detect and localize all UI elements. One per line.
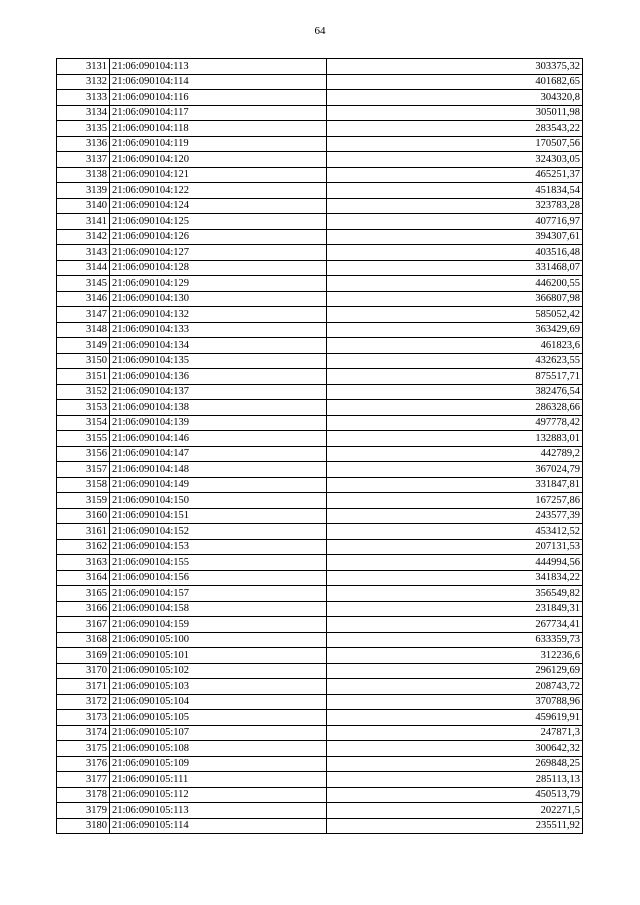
row-number-cell: 3173 bbox=[57, 710, 110, 726]
row-number-cell: 3149 bbox=[57, 338, 110, 354]
row-number-cell: 3166 bbox=[57, 601, 110, 617]
cadastral-number-cell: 21:06:090105:114 bbox=[110, 818, 327, 834]
cadastral-number-cell: 21:06:090104:116 bbox=[110, 90, 327, 106]
value-cell: 461823,6 bbox=[327, 338, 583, 354]
cadastral-number-cell: 21:06:090104:128 bbox=[110, 260, 327, 276]
row-number-cell: 3160 bbox=[57, 508, 110, 524]
cadastral-number-cell: 21:06:090104:136 bbox=[110, 369, 327, 385]
row-number-cell: 3144 bbox=[57, 260, 110, 276]
row-number-cell: 3146 bbox=[57, 291, 110, 307]
table-row bbox=[57, 307, 583, 323]
value-cell: 285113,13 bbox=[327, 772, 583, 788]
value-cell: 363429,69 bbox=[327, 322, 583, 338]
table-row bbox=[57, 214, 583, 230]
cadastral-number-cell: 21:06:090104:139 bbox=[110, 415, 327, 431]
row-number-cell: 3170 bbox=[57, 663, 110, 679]
cadastral-number-cell: 21:06:090105:107 bbox=[110, 725, 327, 741]
value-cell: 370788,96 bbox=[327, 694, 583, 710]
table-row bbox=[57, 152, 583, 168]
page-number: 64 bbox=[314, 25, 326, 37]
table-row bbox=[57, 694, 583, 710]
cadastral-number-cell: 21:06:090105:113 bbox=[110, 803, 327, 819]
value-cell: 312236,6 bbox=[327, 648, 583, 664]
row-number-cell: 3178 bbox=[57, 787, 110, 803]
table-row bbox=[57, 741, 583, 757]
table-row bbox=[57, 369, 583, 385]
cadastral-number-cell: 21:06:090104:146 bbox=[110, 431, 327, 447]
value-cell: 446200,55 bbox=[327, 276, 583, 292]
cadastral-number-cell: 21:06:090104:159 bbox=[110, 617, 327, 633]
value-cell: 283543,22 bbox=[327, 121, 583, 137]
value-cell: 444994,56 bbox=[327, 555, 583, 571]
row-number-cell: 3141 bbox=[57, 214, 110, 230]
table-row bbox=[57, 617, 583, 633]
cadastral-number-cell: 21:06:090104:150 bbox=[110, 493, 327, 509]
value-cell: 247871,3 bbox=[327, 725, 583, 741]
value-cell: 235511,92 bbox=[327, 818, 583, 834]
cadastral-number-cell: 21:06:090104:156 bbox=[110, 570, 327, 586]
cadastral-number-cell: 21:06:090105:105 bbox=[110, 710, 327, 726]
table-row bbox=[57, 555, 583, 571]
table-row bbox=[57, 291, 583, 307]
row-number-cell: 3158 bbox=[57, 477, 110, 493]
row-number-cell: 3142 bbox=[57, 229, 110, 245]
value-cell: 633359,73 bbox=[327, 632, 583, 648]
value-cell: 331847,81 bbox=[327, 477, 583, 493]
cadastral-number-cell: 21:06:090105:112 bbox=[110, 787, 327, 803]
value-cell: 170507,56 bbox=[327, 136, 583, 152]
cadastral-number-cell: 21:06:090104:114 bbox=[110, 74, 327, 90]
value-cell: 208743,72 bbox=[327, 679, 583, 695]
row-number-cell: 3137 bbox=[57, 152, 110, 168]
table-row bbox=[57, 260, 583, 276]
cadastral-number-cell: 21:06:090104:121 bbox=[110, 167, 327, 183]
row-number-cell: 3174 bbox=[57, 725, 110, 741]
cadastral-number-cell: 21:06:090105:102 bbox=[110, 663, 327, 679]
cadastral-number-cell: 21:06:090104:157 bbox=[110, 586, 327, 602]
value-cell: 407716,97 bbox=[327, 214, 583, 230]
row-number-cell: 3176 bbox=[57, 756, 110, 772]
table-row bbox=[57, 586, 583, 602]
table-row bbox=[57, 74, 583, 90]
table-row bbox=[57, 539, 583, 555]
table-row bbox=[57, 121, 583, 137]
cadastral-number-cell: 21:06:090104:122 bbox=[110, 183, 327, 199]
table-row bbox=[57, 493, 583, 509]
table-row bbox=[57, 601, 583, 617]
value-cell: 401682,65 bbox=[327, 74, 583, 90]
table-row bbox=[57, 632, 583, 648]
table-row bbox=[57, 462, 583, 478]
row-number-cell: 3175 bbox=[57, 741, 110, 757]
cadastral-number-cell: 21:06:090104:133 bbox=[110, 322, 327, 338]
table-row bbox=[57, 803, 583, 819]
cadastral-number-cell: 21:06:090105:104 bbox=[110, 694, 327, 710]
cadastral-number-cell: 21:06:090104:148 bbox=[110, 462, 327, 478]
row-number-cell: 3154 bbox=[57, 415, 110, 431]
value-cell: 323783,28 bbox=[327, 198, 583, 214]
row-number-cell: 3140 bbox=[57, 198, 110, 214]
value-cell: 132883,01 bbox=[327, 431, 583, 447]
cadastral-number-cell: 21:06:090104:138 bbox=[110, 400, 327, 416]
cadastral-number-cell: 21:06:090105:100 bbox=[110, 632, 327, 648]
table-row bbox=[57, 663, 583, 679]
row-number-cell: 3152 bbox=[57, 384, 110, 400]
row-number-cell: 3168 bbox=[57, 632, 110, 648]
value-cell: 267734,41 bbox=[327, 617, 583, 633]
row-number-cell: 3136 bbox=[57, 136, 110, 152]
cadastral-number-cell: 21:06:090104:127 bbox=[110, 245, 327, 261]
row-number-cell: 3172 bbox=[57, 694, 110, 710]
row-number-cell: 3132 bbox=[57, 74, 110, 90]
cadastral-number-cell: 21:06:090104:135 bbox=[110, 353, 327, 369]
value-cell: 231849,31 bbox=[327, 601, 583, 617]
table-row bbox=[57, 508, 583, 524]
value-cell: 366807,98 bbox=[327, 291, 583, 307]
row-number-cell: 3164 bbox=[57, 570, 110, 586]
value-cell: 432623,55 bbox=[327, 353, 583, 369]
row-number-cell: 3177 bbox=[57, 772, 110, 788]
row-number-cell: 3151 bbox=[57, 369, 110, 385]
row-number-cell: 3150 bbox=[57, 353, 110, 369]
cadastral-number-cell: 21:06:090104:137 bbox=[110, 384, 327, 400]
table-row bbox=[57, 245, 583, 261]
value-cell: 269848,25 bbox=[327, 756, 583, 772]
value-cell: 497778,42 bbox=[327, 415, 583, 431]
table-row bbox=[57, 477, 583, 493]
cadastral-number-cell: 21:06:090105:109 bbox=[110, 756, 327, 772]
value-cell: 394307,61 bbox=[327, 229, 583, 245]
value-cell: 450513,79 bbox=[327, 787, 583, 803]
cadastral-number-cell: 21:06:090104:155 bbox=[110, 555, 327, 571]
row-number-cell: 3153 bbox=[57, 400, 110, 416]
value-cell: 453412,52 bbox=[327, 524, 583, 540]
table-row bbox=[57, 353, 583, 369]
table-row bbox=[57, 787, 583, 803]
cadastral-number-cell: 21:06:090104:118 bbox=[110, 121, 327, 137]
cadastral-number-cell: 21:06:090105:101 bbox=[110, 648, 327, 664]
row-number-cell: 3131 bbox=[57, 59, 110, 75]
value-cell: 286328,66 bbox=[327, 400, 583, 416]
table-row bbox=[57, 710, 583, 726]
value-cell: 296129,69 bbox=[327, 663, 583, 679]
value-cell: 207131,53 bbox=[327, 539, 583, 555]
table-row bbox=[57, 105, 583, 121]
row-number-cell: 3180 bbox=[57, 818, 110, 834]
value-cell: 367024,79 bbox=[327, 462, 583, 478]
value-cell: 382476,54 bbox=[327, 384, 583, 400]
table-row bbox=[57, 338, 583, 354]
table-row bbox=[57, 725, 583, 741]
cadastral-number-cell: 21:06:090104:158 bbox=[110, 601, 327, 617]
value-cell: 341834,22 bbox=[327, 570, 583, 586]
cadastral-number-cell: 21:06:090104:129 bbox=[110, 276, 327, 292]
row-number-cell: 3163 bbox=[57, 555, 110, 571]
row-number-cell: 3165 bbox=[57, 586, 110, 602]
table-row bbox=[57, 59, 583, 75]
row-number-cell: 3179 bbox=[57, 803, 110, 819]
table-row bbox=[57, 229, 583, 245]
table-row bbox=[57, 524, 583, 540]
row-number-cell: 3171 bbox=[57, 679, 110, 695]
row-number-cell: 3148 bbox=[57, 322, 110, 338]
value-cell: 331468,07 bbox=[327, 260, 583, 276]
cadastral-number-cell: 21:06:090104:152 bbox=[110, 524, 327, 540]
table-row bbox=[57, 415, 583, 431]
value-cell: 324303,05 bbox=[327, 152, 583, 168]
table-row bbox=[57, 400, 583, 416]
value-cell: 300642,32 bbox=[327, 741, 583, 757]
cadastral-number-cell: 21:06:090104:113 bbox=[110, 59, 327, 75]
row-number-cell: 3134 bbox=[57, 105, 110, 121]
row-number-cell: 3162 bbox=[57, 539, 110, 555]
value-cell: 451834,54 bbox=[327, 183, 583, 199]
cadastral-number-cell: 21:06:090104:125 bbox=[110, 214, 327, 230]
cadastral-number-cell: 21:06:090105:108 bbox=[110, 741, 327, 757]
table-row bbox=[57, 756, 583, 772]
cadastral-number-cell: 21:06:090104:117 bbox=[110, 105, 327, 121]
value-cell: 442789,2 bbox=[327, 446, 583, 462]
row-number-cell: 3143 bbox=[57, 245, 110, 261]
table-row bbox=[57, 322, 583, 338]
value-cell: 305011,98 bbox=[327, 105, 583, 121]
row-number-cell: 3147 bbox=[57, 307, 110, 323]
cadastral-number-cell: 21:06:090104:126 bbox=[110, 229, 327, 245]
row-number-cell: 3169 bbox=[57, 648, 110, 664]
cadastral-number-cell: 21:06:090104:134 bbox=[110, 338, 327, 354]
table-row bbox=[57, 167, 583, 183]
value-cell: 356549,82 bbox=[327, 586, 583, 602]
value-cell: 303375,32 bbox=[327, 59, 583, 75]
value-cell: 403516,48 bbox=[327, 245, 583, 261]
table-row bbox=[57, 679, 583, 695]
cadastral-number-cell: 21:06:090104:119 bbox=[110, 136, 327, 152]
value-cell: 585052,42 bbox=[327, 307, 583, 323]
value-cell: 465251,37 bbox=[327, 167, 583, 183]
cadastral-number-cell: 21:06:090104:147 bbox=[110, 446, 327, 462]
row-number-cell: 3135 bbox=[57, 121, 110, 137]
cadastral-table bbox=[56, 58, 583, 834]
value-cell: 167257,86 bbox=[327, 493, 583, 509]
value-cell: 202271,5 bbox=[327, 803, 583, 819]
cadastral-number-cell: 21:06:090104:120 bbox=[110, 152, 327, 168]
table-row bbox=[57, 90, 583, 106]
row-number-cell: 3157 bbox=[57, 462, 110, 478]
table-row bbox=[57, 818, 583, 834]
row-number-cell: 3155 bbox=[57, 431, 110, 447]
table-row bbox=[57, 136, 583, 152]
table-row bbox=[57, 183, 583, 199]
row-number-cell: 3159 bbox=[57, 493, 110, 509]
value-cell: 459619,91 bbox=[327, 710, 583, 726]
table-row bbox=[57, 446, 583, 462]
cadastral-number-cell: 21:06:090105:103 bbox=[110, 679, 327, 695]
cadastral-number-cell: 21:06:090104:149 bbox=[110, 477, 327, 493]
value-cell: 304320,8 bbox=[327, 90, 583, 106]
table-row bbox=[57, 384, 583, 400]
table-body bbox=[57, 59, 583, 834]
row-number-cell: 3138 bbox=[57, 167, 110, 183]
row-number-cell: 3133 bbox=[57, 90, 110, 106]
row-number-cell: 3167 bbox=[57, 617, 110, 633]
cadastral-number-cell: 21:06:090105:111 bbox=[110, 772, 327, 788]
row-number-cell: 3139 bbox=[57, 183, 110, 199]
table-row bbox=[57, 570, 583, 586]
cadastral-number-cell: 21:06:090104:151 bbox=[110, 508, 327, 524]
table-row bbox=[57, 431, 583, 447]
row-number-cell: 3156 bbox=[57, 446, 110, 462]
table-row bbox=[57, 198, 583, 214]
row-number-cell: 3145 bbox=[57, 276, 110, 292]
cadastral-number-cell: 21:06:090104:132 bbox=[110, 307, 327, 323]
row-number-cell: 3161 bbox=[57, 524, 110, 540]
cadastral-number-cell: 21:06:090104:130 bbox=[110, 291, 327, 307]
table-row bbox=[57, 276, 583, 292]
value-cell: 875517,71 bbox=[327, 369, 583, 385]
table-row bbox=[57, 648, 583, 664]
table-row bbox=[57, 772, 583, 788]
cadastral-number-cell: 21:06:090104:124 bbox=[110, 198, 327, 214]
value-cell: 243577,39 bbox=[327, 508, 583, 524]
cadastral-number-cell: 21:06:090104:153 bbox=[110, 539, 327, 555]
